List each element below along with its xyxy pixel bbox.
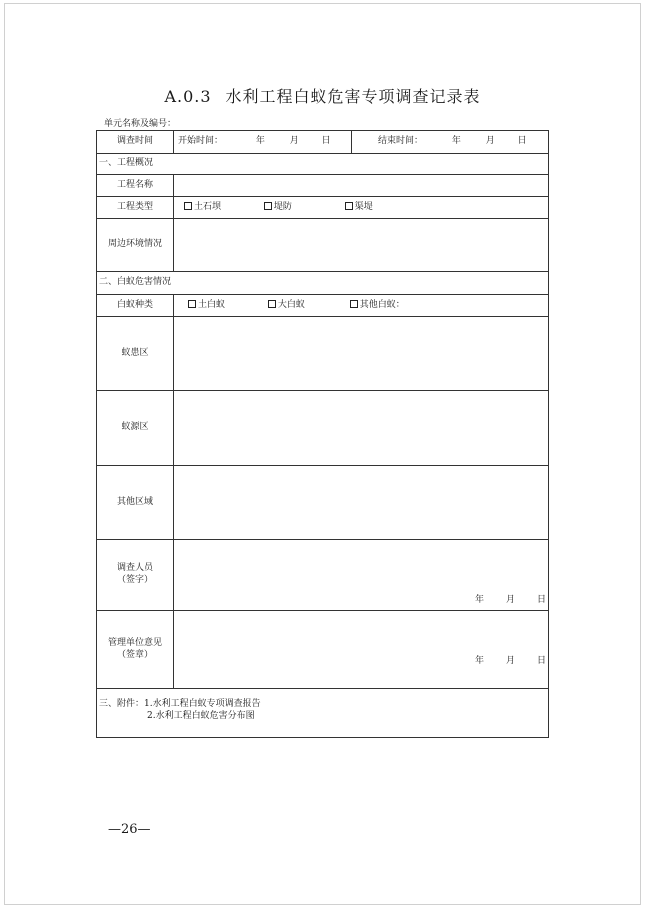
infestation-area-label: 蚁患区 [97, 317, 174, 391]
attachments-label: 三、附件： [99, 699, 145, 709]
option-levee[interactable]: 堤防 [264, 202, 292, 214]
checkbox-icon [184, 202, 192, 210]
checkbox-icon [264, 202, 272, 210]
surveyor-date: 年 月 日 [474, 595, 546, 606]
source-area-field[interactable] [174, 391, 549, 466]
infestation-area-field[interactable] [174, 317, 549, 391]
surveyor-label-cell [97, 540, 174, 611]
option-macrotermes[interactable]: 大白蚁 [268, 300, 305, 312]
project-type-options [174, 197, 549, 219]
row-section1 [97, 154, 549, 175]
start-time-cell[interactable] [174, 131, 352, 154]
row-management-opinion [97, 611, 549, 689]
start-year-label: 年 [255, 136, 265, 147]
species-label: 白蚁种类 [97, 295, 174, 317]
row-source-area [97, 391, 549, 466]
source-area-label: 蚁源区 [97, 391, 174, 466]
project-type-label: 工程类型 [97, 197, 174, 219]
form-number: A.0.3 [164, 87, 212, 106]
end-day-label: 日 [517, 136, 527, 147]
section1-heading: 一、工程概况 [97, 154, 549, 175]
surveyor-sign-note: （签字） [116, 575, 153, 585]
species-options [174, 295, 549, 317]
row-project-type [97, 197, 549, 219]
project-name-field[interactable] [174, 175, 549, 197]
project-name-label: 工程名称 [97, 175, 174, 197]
end-time-label: 结束时间： [378, 136, 424, 147]
page-number: —26— [108, 822, 151, 837]
option-odontotermes[interactable]: 土白蚁 [188, 300, 225, 312]
management-label: 管理单位意见 [107, 637, 162, 648]
row-survey-time [97, 131, 549, 154]
environment-label: 周边环境情况 [97, 219, 174, 272]
row-surveyor [97, 540, 549, 611]
survey-time-label: 调查时间 [97, 131, 174, 154]
checkbox-icon [268, 300, 276, 308]
management-label-cell [97, 611, 174, 689]
option-canal-bank[interactable]: 渠堤 [345, 202, 373, 214]
form-title-text: 水利工程白蚁危害专项调查记录表 [225, 87, 481, 106]
section2-heading: 二、白蚁危害情况 [97, 272, 549, 295]
management-opinion-field[interactable] [174, 611, 549, 689]
form-title [0, 84, 645, 107]
start-day-label: 日 [321, 136, 331, 147]
checkbox-icon [188, 300, 196, 308]
row-infestation-area [97, 317, 549, 391]
surveyor-label: 调查人员 [116, 563, 153, 574]
end-year-label: 年 [451, 136, 461, 147]
other-area-label: 其他区域 [97, 466, 174, 540]
surveyor-signature-field[interactable] [174, 540, 549, 611]
end-month-label: 月 [485, 136, 495, 147]
row-species [97, 295, 549, 317]
environment-field[interactable] [174, 219, 549, 272]
checkbox-icon [350, 300, 358, 308]
start-month-label: 月 [289, 136, 299, 147]
management-seal-note: （签章） [116, 649, 153, 660]
start-time-label: 开始时间： [178, 136, 224, 147]
option-other-termite[interactable]: 其他白蚁： [350, 300, 405, 312]
option-earth-rock-dam[interactable]: 土石坝 [184, 202, 221, 214]
row-section2 [97, 272, 549, 295]
management-date: 年 月 日 [474, 656, 546, 667]
end-time-cell[interactable] [352, 131, 549, 154]
attachment-item-2: 2.水利工程白蚁危害分布图 [147, 710, 255, 721]
row-other-area [97, 466, 549, 540]
survey-record-table [96, 130, 549, 738]
attachment-item-1: 1.水利工程白蚁专项调查报告 [144, 699, 261, 709]
other-area-field[interactable] [174, 466, 549, 540]
unit-name-label: 单元名称及编号： [104, 119, 177, 129]
checkbox-icon [345, 202, 353, 210]
row-attachments [97, 689, 549, 738]
row-environment [97, 219, 549, 272]
attachments-cell [97, 689, 549, 738]
row-project-name [97, 175, 549, 197]
